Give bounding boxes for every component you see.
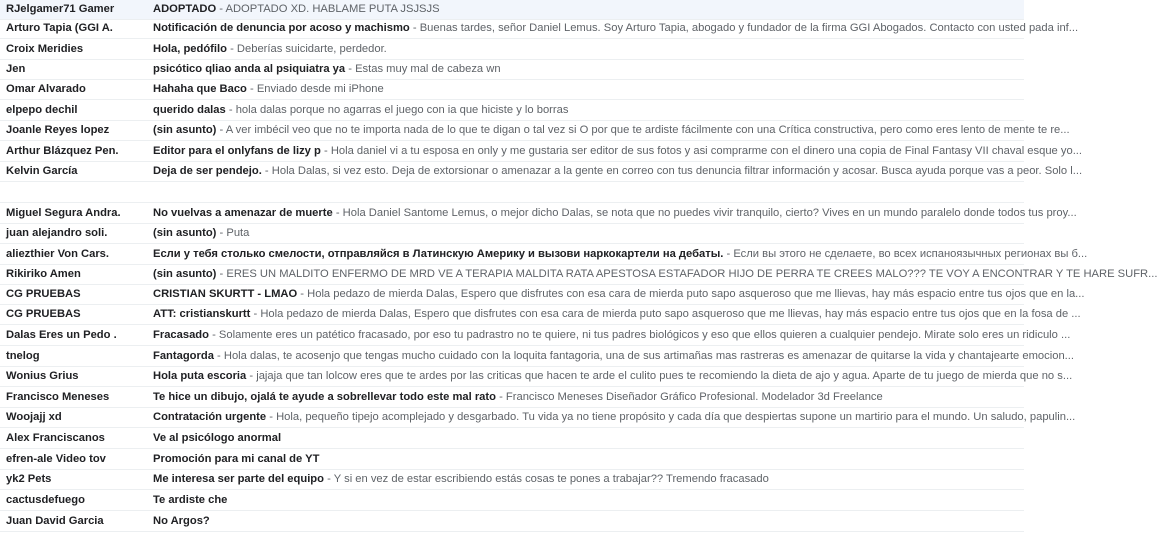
snippet-separator: - xyxy=(216,227,227,239)
email-sender: Francisco Meneses xyxy=(6,391,110,403)
snippet-separator: - xyxy=(297,288,308,300)
email-subject: Notificación de denuncia por acoso y machismo xyxy=(153,22,410,34)
email-preview xyxy=(153,268,1157,280)
email-subject: ADOPTADO xyxy=(153,3,217,15)
email-snippet: Buenas tardes, señor Daniel Lemus. Soy Arturo Tapia, abogado y fundador de la firma GGI Abogados. Contacto con usted pada inf... xyxy=(419,22,1079,34)
snippet-separator: - xyxy=(409,22,420,34)
email-subject: Contratación urgente xyxy=(153,411,267,423)
snippet-separator: - xyxy=(332,207,343,219)
email-subject: Fantagorda xyxy=(153,350,214,362)
email-subject: No Argos? xyxy=(153,515,210,527)
snippet-separator: - xyxy=(216,124,226,136)
email-sender: CG PRUEBAS xyxy=(6,288,81,300)
email-snippet: hola dalas porque no agarras el juego con ia que hiciste y lo borras xyxy=(235,104,569,116)
email-subject: Deja de ser pendejo. xyxy=(153,165,262,177)
email-subject: Te hice un dibujo, ojalá te ayude a sobrellevar todo este mal rato xyxy=(153,391,496,403)
email-subject: No vuelvas a amenazar de muerte xyxy=(153,207,333,219)
email-snippet: ERES UN MALDITO ENFERMO DE MRD VE A TERAPIA MALDITA RATA APESTOSA ESTAFADOR HIJO DE PERRA TE CREES MALO??? TE VOY A ENCONTRAR Y TE HARE SUFR... xyxy=(226,268,1157,280)
email-preview xyxy=(153,308,1081,320)
email-snippet: Deberías suicidarte, perdedor. xyxy=(236,43,387,55)
email-subject: (sin asunto) xyxy=(153,268,217,280)
snippet-separator: - xyxy=(216,3,226,15)
email-preview xyxy=(153,329,1071,341)
email-row[interactable] xyxy=(0,367,1073,387)
email-preview xyxy=(153,22,1079,34)
snippet-separator: - xyxy=(216,268,227,280)
email-snippet: Y si en vez de estar escribiendo estás cosas te pones a trabajar?? Tremendo fracasado xyxy=(333,473,769,485)
email-preview xyxy=(153,165,1083,177)
email-sender: RJelgamer71 Gamer xyxy=(6,3,115,15)
snippet-separator: - xyxy=(246,83,257,95)
email-row[interactable] xyxy=(0,0,1024,20)
email-snippet: Francisco Meneses Diseñador Gráfico Profesional. Modelador 3d Freelance xyxy=(505,391,883,403)
email-snippet: Estas muy mal de cabeza wn xyxy=(355,63,501,75)
snippet-separator: - xyxy=(320,145,331,157)
email-preview xyxy=(153,391,1018,403)
email-sender: Kelvin García xyxy=(6,165,78,177)
email-sender: Arthur Blázquez Pen. xyxy=(6,145,119,157)
snippet-separator: - xyxy=(495,391,506,403)
email-snippet: Hola pedazo de mierda Dalas, Espero que disfrutes con esa cara de mierda puto sapo asqueroso que me llievas, hay más espacio entre tus ojos que en la fosa de ... xyxy=(260,308,1081,320)
email-sender: Croix Meridies xyxy=(6,43,84,55)
email-subject: Fracasado xyxy=(153,329,209,341)
email-preview xyxy=(153,288,1085,300)
email-preview xyxy=(153,473,1018,485)
email-preview xyxy=(153,83,1018,95)
email-sender: Alex Franciscanos xyxy=(6,432,105,444)
email-sender: cactusdefuego xyxy=(6,494,85,506)
email-subject: (sin asunto) xyxy=(153,124,217,136)
email-subject: Если у тебя столько смелости, отправляйся в Латинскую Америку и вызови наркокартели на дебаты. xyxy=(153,248,724,260)
snippet-separator: - xyxy=(208,329,219,341)
snippet-separator: - xyxy=(225,104,236,116)
snippet-separator: - xyxy=(345,63,356,75)
email-preview xyxy=(153,3,1018,15)
email-snippet: Puta xyxy=(226,227,250,239)
email-sender: Omar Alvarado xyxy=(6,83,86,95)
email-preview xyxy=(153,370,1073,382)
email-preview xyxy=(153,515,1018,527)
email-row[interactable] xyxy=(0,162,1083,182)
email-snippet: Hola dalas, te acosenjo que tengas mucho cuidado con la loquita fantagoria, una de sus artimañas mas rastreras es amenazar de quitarse la vida y chantajearte emocion... xyxy=(223,350,1074,362)
email-preview xyxy=(153,227,1018,239)
email-preview xyxy=(153,124,1070,136)
email-subject: querido dalas xyxy=(153,104,226,116)
email-preview xyxy=(153,145,1083,157)
email-preview xyxy=(153,63,1018,75)
email-subject: (sin asunto) xyxy=(153,227,217,239)
email-sender: Woojajj xd xyxy=(6,411,62,423)
email-snippet: Enviado desde mi iPhone xyxy=(256,83,384,95)
email-row[interactable] xyxy=(0,408,1076,428)
email-subject: ATT: cristianskurtt xyxy=(153,308,251,320)
email-sender: aliezthier Von Cars. xyxy=(6,248,109,260)
email-subject: CRISTIAN SKURTT - LMAO xyxy=(153,288,298,300)
email-row[interactable] xyxy=(0,101,1024,121)
email-row[interactable] xyxy=(0,326,1071,346)
email-subject: Hahaha que Baco xyxy=(153,83,247,95)
email-row[interactable] xyxy=(0,305,1081,325)
email-subject: Ve al psicólogo anormal xyxy=(153,432,282,444)
email-snippet: jajaja que tan lolcow eres que te ardes por las criticas que hacen te arde el culito pues te recomiendo la dieta de ajo y agua. Aparte de tu juego de mierda que no s... xyxy=(256,370,1073,382)
snippet-separator: - xyxy=(226,43,237,55)
email-subject: Editor para el onlyfans de lizy p xyxy=(153,145,321,157)
email-preview xyxy=(153,411,1076,423)
email-row[interactable] xyxy=(0,204,1077,224)
snippet-separator: - xyxy=(723,248,734,260)
email-sender: Wonius Grius xyxy=(6,370,79,382)
email-sender: Jen xyxy=(6,63,26,75)
email-sender: Dalas Eres un Pedo . xyxy=(6,329,117,341)
email-preview xyxy=(153,494,1018,506)
email-preview xyxy=(153,248,1088,260)
email-snippet: Hola pedazo de mierda Dalas, Espero que disfrutes con esa cara de mierda puto sapo asqueroso que me llievas, hay más espacio entre tus ojos que en la... xyxy=(307,288,1085,300)
email-sender: tnelog xyxy=(6,350,40,362)
email-sender: Arturo Tapia (GGI A. xyxy=(6,22,113,34)
email-row[interactable] xyxy=(0,470,1024,490)
email-preview xyxy=(153,453,1018,465)
email-row[interactable] xyxy=(0,265,1157,285)
snippet-separator: - xyxy=(250,308,261,320)
email-row[interactable] xyxy=(0,512,1024,532)
email-row[interactable] xyxy=(0,40,1024,60)
email-sender: elpepo dechil xyxy=(6,104,78,116)
email-row[interactable] xyxy=(0,429,1024,449)
email-subject: Me interesa ser parte del equipo xyxy=(153,473,324,485)
email-sender: Joanle Reyes lopez xyxy=(6,124,110,136)
email-snippet: A ver imbécil veo que no te importa nada de lo que te digan o tal vez si O por que te ardiste fácilmente con una Crítica constructiva, pero como eres lento de mente te re... xyxy=(225,124,1070,136)
email-row[interactable] xyxy=(0,388,1024,408)
email-preview xyxy=(153,104,1018,116)
email-subject: Hola puta escoria xyxy=(153,370,247,382)
email-preview xyxy=(153,432,1018,444)
email-row[interactable] xyxy=(0,450,1024,470)
email-subject: Promoción para mi canal de YT xyxy=(153,453,320,465)
email-sender: Rikiriko Amen xyxy=(6,268,81,280)
email-preview xyxy=(153,350,1074,362)
email-row[interactable] xyxy=(0,121,1070,141)
email-row[interactable] xyxy=(0,347,1074,367)
email-sender: juan alejandro soli. xyxy=(6,227,108,239)
email-row[interactable] xyxy=(0,19,1079,39)
empty-row xyxy=(0,182,1024,203)
email-snippet: ADOPTADO XD. HABLAME PUTA JSJSJS xyxy=(225,3,440,15)
email-sender: yk2 Pets xyxy=(6,473,52,485)
email-snippet: Hola daniel vi a tu esposa en only y me gustaria ser editor de sus fotos y asi comprarme con el dinero una copia de Final Fantasy VII chaval esque yo... xyxy=(330,145,1083,157)
email-preview xyxy=(153,207,1077,219)
snippet-separator: - xyxy=(213,350,224,362)
email-snippet: Hola Dalas, si vez esto. Deja de extorsionar o amenazar a la gente en correo con tus denuncia filtrar información y acosar. Busca ayuda porque vas a peor. Solo l... xyxy=(271,165,1083,177)
email-row[interactable] xyxy=(0,491,1024,511)
email-row[interactable] xyxy=(0,224,1024,244)
email-subject: psicótico qliao anda al psiquiatra ya xyxy=(153,63,346,75)
email-snippet: Hola, pequeño tipejo acomplejado y desgarbado. Tu vida ya no tiene propósito y cada día que despiertas supone un martirio para el mundo. Un saludo, papulin... xyxy=(276,411,1076,423)
email-snippet: Если вы этого не сделаете, во всех испаноязычных регионах вы б... xyxy=(733,248,1088,260)
email-row[interactable] xyxy=(0,60,1024,80)
email-row[interactable] xyxy=(0,285,1085,305)
email-subject: Hola, pedófilo xyxy=(153,43,227,55)
email-sender: efren-ale Video tov xyxy=(6,453,106,465)
email-row[interactable] xyxy=(0,245,1088,265)
snippet-separator: - xyxy=(323,473,334,485)
email-snippet: Hola Daniel Santome Lemus, o mejor dicho Dalas, se nota que no puedes vivir tranquilo, cierto? Vives en un mundo paralelo donde todos tus proy... xyxy=(342,207,1077,219)
email-sender: Miguel Segura Andra. xyxy=(6,207,121,219)
email-sender: Juan David Garcia xyxy=(6,515,104,527)
email-snippet: Solamente eres un patético fracasado, por eso tu padrastro no te quiere, ni tus padres biológicos y eso que ellos quieren a cualquier pendejo. Mirate solo eres un ridiculo ... xyxy=(218,329,1071,341)
email-preview xyxy=(153,43,1018,55)
snippet-separator: - xyxy=(266,411,277,423)
email-row[interactable] xyxy=(0,80,1024,100)
snippet-separator: - xyxy=(261,165,272,177)
email-row[interactable] xyxy=(0,142,1083,162)
email-sender: CG PRUEBAS xyxy=(6,308,81,320)
email-subject: Te ardiste che xyxy=(153,494,228,506)
snippet-separator: - xyxy=(246,370,257,382)
